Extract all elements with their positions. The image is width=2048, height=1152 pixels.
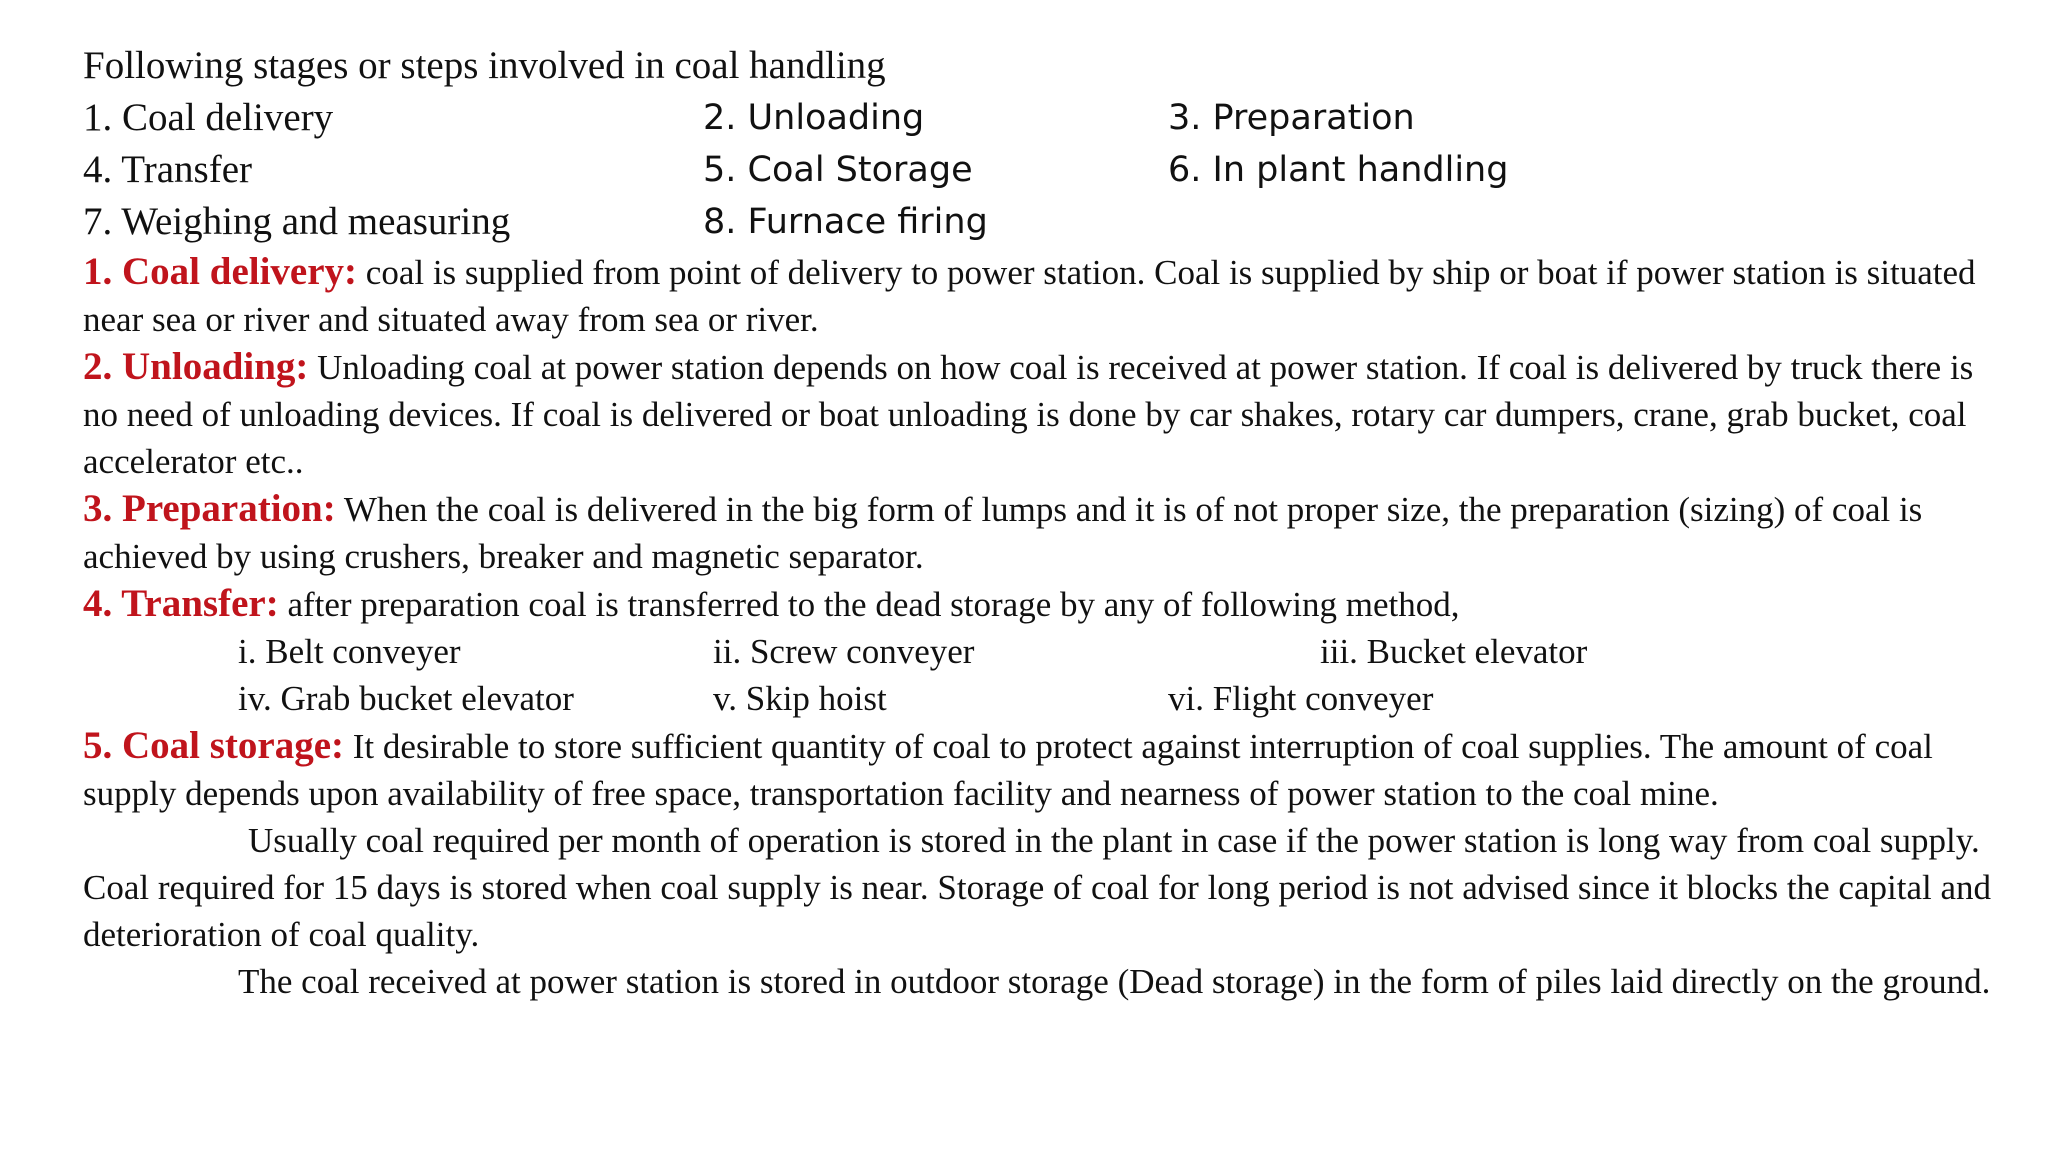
section-heading: 4. Transfer: <box>83 582 279 625</box>
section-unloading <box>83 343 2013 485</box>
transfer-method: iv. Grab bucket elevator <box>238 679 574 718</box>
stage-item: 8. Furnace firing <box>703 202 988 242</box>
stages-row-2 <box>83 144 2013 196</box>
section-heading: 1. Coal delivery: <box>83 250 358 293</box>
stage-item: 3. Preparation <box>1168 98 1415 138</box>
transfer-method: i. Belt conveyer <box>238 632 461 671</box>
section-transfer <box>83 580 2013 628</box>
stage-item: 4. Transfer <box>83 148 253 191</box>
coal-storage-paragraph-2 <box>83 817 2013 958</box>
section-text: It desirable to store sufficient quantity of coal to protect against interruption of coal supplies. The amount of coal supply depends upon availability of free space, transportation facility and nearness of power station to the coal mine. <box>83 727 1933 813</box>
paragraph-text: Usually coal required per month of operation is stored in the plant in case if the power station is long way from coal supply. Coal required for 15 days is stored when coal supply is near. Storage of coal for long period is not advised since it blocks the capital and deterioration of coal quality. <box>83 821 1991 954</box>
stage-item: 1. Coal delivery <box>83 96 334 139</box>
stages-row-1 <box>83 92 2013 144</box>
section-heading: 3. Preparation: <box>83 487 336 530</box>
section-heading: 5. Coal storage: <box>83 724 345 767</box>
transfer-methods-row-2 <box>83 675 2013 722</box>
section-heading: 2. Unloading: <box>83 345 309 388</box>
stages-row-3 <box>83 196 2013 248</box>
document-page <box>83 40 2013 1005</box>
section-text: coal is supplied from point of delivery to power station. Coal is supplied by ship or boat if power station is situated near sea or river and situated away from sea or river. <box>83 253 1976 339</box>
transfer-method: ii. Screw conveyer <box>713 632 975 671</box>
transfer-method: vi. Flight conveyer <box>1168 679 1434 718</box>
section-coal-storage <box>83 722 2013 817</box>
stage-item: 5. Coal Storage <box>703 150 973 190</box>
section-text: after preparation coal is transferred to the dead storage by any of following method, <box>278 585 1460 624</box>
section-coal-delivery <box>83 248 2013 343</box>
stage-item: 7. Weighing and measuring <box>83 200 511 243</box>
section-preparation <box>83 485 2013 580</box>
intro-line: Following stages or steps involved in coal handling <box>83 44 886 87</box>
stage-item: 6. In plant handling <box>1168 150 1509 190</box>
stage-item: 2. Unloading <box>703 98 925 138</box>
coal-storage-paragraph-3 <box>83 958 2013 1005</box>
transfer-method: v. Skip hoist <box>713 679 887 718</box>
section-text: When the coal is delivered in the big form of lumps and it is of not proper size, the preparation (sizing) of coal is achieved by using crushers, breaker and magnetic separator. <box>83 490 1923 576</box>
section-text: Unloading coal at power station depends on how coal is received at power station. If coal is delivered by truck there is no need of unloading devices. If coal is delivered or boat unloading is done by car shakes, rotary car dumpers, crane, grab bucket, coal accelerator etc.. <box>83 348 1974 481</box>
paragraph-text: The coal received at power station is stored in outdoor storage (Dead storage) in the form of piles laid directly on the ground. <box>238 962 1991 1001</box>
transfer-methods-row-1 <box>83 628 2013 675</box>
transfer-method: iii. Bucket elevator <box>1320 632 1588 671</box>
